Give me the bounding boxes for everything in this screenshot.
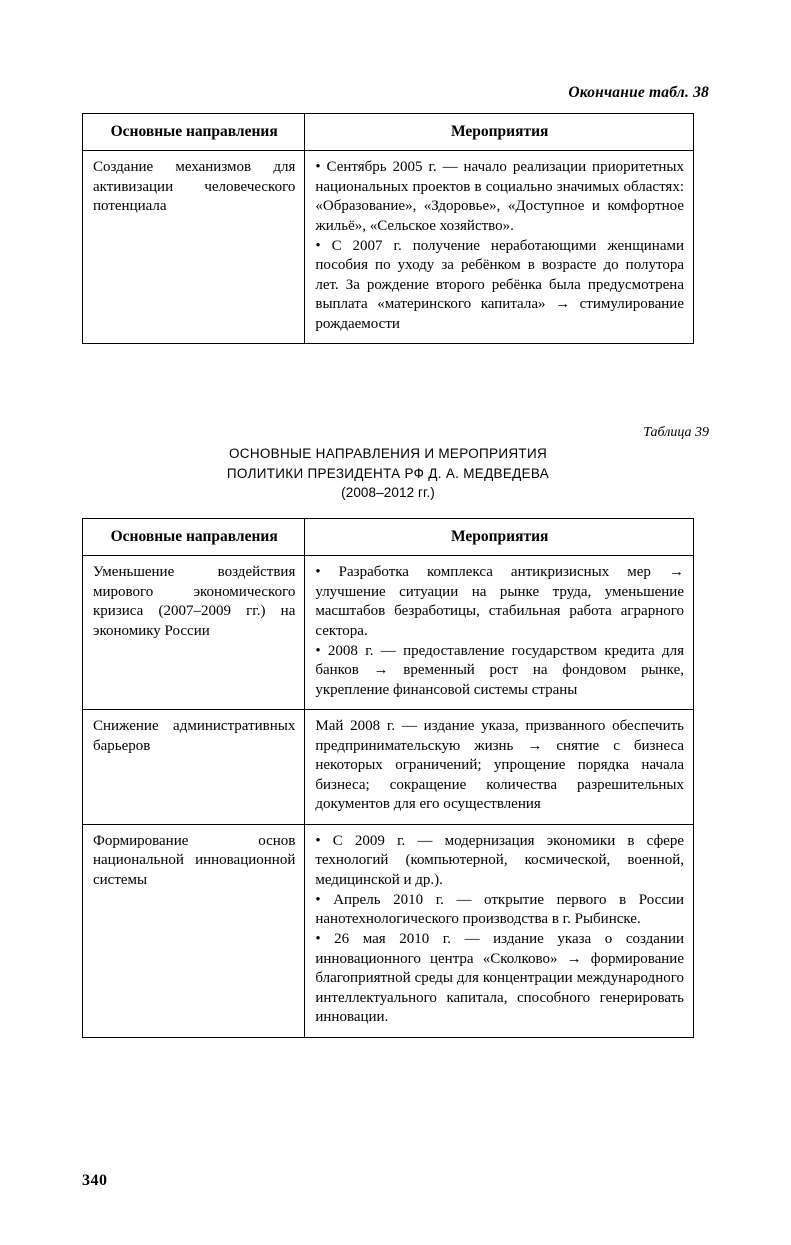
cell-activities [305,151,694,344]
header-activities: Мероприятия [305,114,694,151]
header-directions: Основные направления [83,114,305,151]
table-39-number: Таблица 39 [643,425,709,440]
activity-item: • 26 мая 2010 г. — издание указа о создании инновационного центра «Сколково» → формирование благоприятной среды для концентрации международного интеллектуального капитала, способного генерировать инновации. [315,931,684,1025]
cell-activities [305,710,694,825]
cell-direction: Уменьшение воздействия мирового экономического кризиса (2007–2009 гг.) на экономику России [83,556,305,710]
table-header-row [83,519,694,556]
table-38 [82,113,694,344]
activity-item: • С 2007 г. получение неработающими женщинами пособия по уходу за ребёнком в возрасте до полутора лет. За рождение второго ребёнка была предусмотрена выплата «материнского капитала» → стимулирование рождаемости [315,237,684,332]
activity-item: • Разработка комплекса антикризисных мер → улучшение ситуации на рынке труда, уменьшение масштабов безработицы, стабильная работа аграрного сектора. [315,564,684,639]
activity-item: • Апрель 2010 г. — открытие первого в России нанотехнологического производства в г. Рыбинске. [315,891,684,927]
cell-direction: Формирование основ национальной инновационной системы [83,824,305,1037]
header-directions: Основные направления [83,519,305,556]
cell-direction: Создание механизмов для активизации человеческого потенциала [83,151,305,344]
activity-item: • 2008 г. — предоставление государством кредита для банков → временный рост на фондовом рынке, укрепление финансовой системы страны [315,642,684,698]
table-row [83,151,694,344]
table-39 [82,518,694,1038]
title-line-3: (2008–2012 гг.) [341,485,435,501]
title-line-2: ПОЛИТИКИ ПРЕЗИДЕНТА РФ Д. А. МЕДВЕДЕВА [226,465,550,481]
cell-direction: Снижение административных барьеров [83,710,305,825]
page-number: 340 [82,1172,108,1189]
cell-activities [305,556,694,710]
activity-item: • Сентябрь 2005 г. — начало реализации приоритетных национальных проектов в социально значимых областях: «Образование», «Здоровье», «Доступное и комфортное жильё», «Сельское хозяйство». [315,159,684,234]
table-header-row [83,114,694,151]
activity-item: • С 2009 г. — модернизация экономики в сфере технологий (компьютерной, космической, военной, медицинской и др.). [315,832,684,888]
table-39-title [82,444,694,503]
table-row [83,824,694,1037]
header-activities: Мероприятия [305,519,694,556]
table-row [83,710,694,825]
running-head: Окончание табл. 38 [568,84,709,101]
activity-item: Май 2008 г. — издание указа, призванного обеспечить предпринимательскую жизнь → снятие с бизнеса некоторых ограничений; упрощение порядка начала бизнеса; сокращение количества разрешительных документов для его осуществления [315,718,684,812]
cell-activities [305,824,694,1037]
table-row [83,556,694,710]
title-line-1: ОСНОВНЫЕ НАПРАВЛЕНИЯ И МЕРОПРИЯТИЯ [228,446,547,461]
